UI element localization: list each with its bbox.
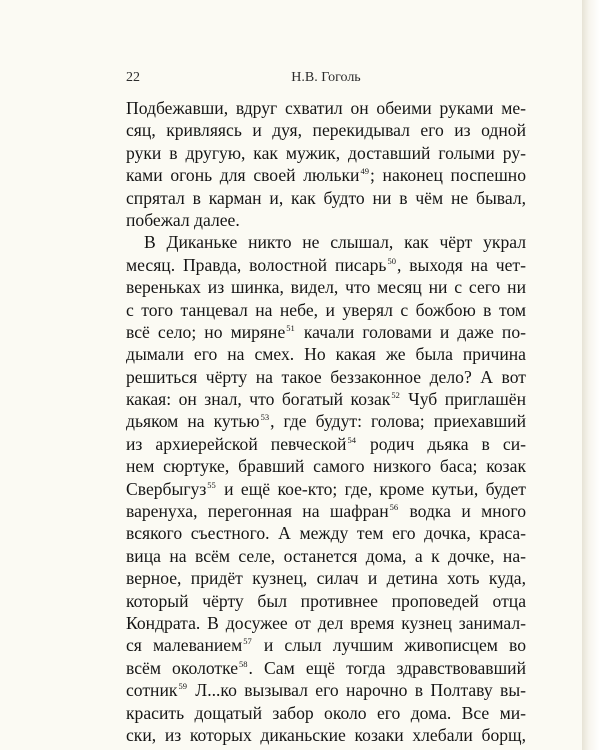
text-line [126, 366, 526, 388]
text-segment: , выходя на чет- [396, 254, 526, 275]
text-line [126, 254, 526, 276]
text-line [126, 657, 526, 679]
text-segment: всякого съестного. А между тем его дочка, красa- [126, 523, 526, 544]
body-text [126, 97, 526, 746]
text-segment: сотник [126, 680, 178, 701]
text-line [126, 321, 526, 343]
footnote-marker: 50 [387, 255, 396, 266]
text-segment: Кондрата. В досужее от дел время кузнец занимал- [126, 612, 526, 633]
text-segment: ; наконец поспешно [369, 165, 526, 186]
text-segment: Подбежавши, вдруг схватил он обеими руками ме- [126, 98, 526, 118]
text-line [126, 388, 526, 410]
footnote-marker: 53 [260, 412, 270, 423]
footnote-marker: 54 [347, 434, 356, 445]
text-segment: который чёрту был противнее проповедей отца [126, 590, 526, 611]
text-segment: и слыл лучшим живописцем во [252, 635, 526, 656]
footnote-marker: 56 [389, 502, 399, 513]
text-segment: , где будут: голова; приехавший [270, 411, 526, 432]
text-segment: вица на всём селе, останется дома, а к дочке, на- [126, 545, 526, 566]
text-line [126, 567, 526, 589]
text-segment: варенуха, перегонная на шафран [126, 501, 389, 522]
text-segment: из архиерейской певческой [126, 433, 347, 454]
text-segment: родич дьяка в си- [356, 433, 526, 454]
footnote-marker: 49 [360, 166, 369, 177]
text-segment: ски, из которых диканьские козаки хлебали борщ, [126, 724, 526, 745]
text-line [126, 545, 526, 567]
text-segment: спрятал в карман и, как будто ни в чём не бывал, [126, 187, 526, 208]
text-segment: ся малеванием [126, 635, 243, 656]
text-segment: месяц. Правда, волостной писарь [126, 254, 387, 275]
text-line [126, 209, 526, 231]
footnote-marker: 55 [207, 479, 216, 490]
text-line [126, 97, 526, 119]
text-line [126, 590, 526, 612]
text-line [126, 299, 526, 321]
text-line [126, 142, 526, 164]
text-line [126, 164, 526, 186]
footnote-marker: 51 [286, 322, 295, 333]
text-segment: верное, придёт кузнец, силач и детина хоть куда, [126, 568, 526, 589]
text-segment: В Диканьке никто не слышал, как чёрт украл [144, 232, 526, 253]
footnote-marker: 57 [243, 636, 252, 647]
text-line [126, 679, 526, 701]
footnote-marker: 52 [391, 390, 400, 401]
text-line [126, 612, 526, 634]
text-segment: ками огонь для своей люльки [126, 165, 360, 186]
text-line [126, 433, 526, 455]
text-line [126, 634, 526, 656]
text-line [126, 702, 526, 724]
page-header [126, 70, 526, 92]
text-line [126, 410, 526, 432]
text-segment: вереньках из шинка, видел, что месяц ни с сего ни [126, 277, 526, 298]
text-segment: всё село; но миряне [126, 321, 286, 342]
text-line [126, 187, 526, 209]
text-segment: сяц, кривляясь и дуя, перекидывал его из одной [126, 120, 526, 141]
text-segment: нем сюртуке, бравший самого низкого баса; козак [126, 456, 526, 477]
text-line [126, 343, 526, 365]
text-line [126, 455, 526, 477]
footnote-marker: 59 [178, 681, 187, 692]
text-line [126, 522, 526, 544]
text-segment: решиться чёрту на такое беззаконное дело? А вот [126, 366, 526, 387]
text-segment: какая: он знал, что богатый козак [126, 389, 391, 410]
text-segment: красить дощатый забор около его дома. Все ми- [126, 702, 526, 723]
page-edge [582, 0, 600, 750]
text-segment: водка и много [399, 501, 526, 522]
text-line [126, 276, 526, 298]
text-segment: . Сам ещё тогда здравствовавший [248, 657, 526, 678]
text-line [126, 119, 526, 141]
text-segment: Свербыгуз [126, 478, 207, 499]
running-title: Н.В. Гоголь [291, 70, 361, 85]
text-line [126, 500, 526, 522]
text-segment: дымали его на смех. Но какая же была причина [126, 344, 526, 365]
text-segment: побежал далее. [126, 209, 240, 230]
text-segment: всём околотке [126, 657, 239, 678]
text-line [126, 724, 526, 746]
text-segment: дьяком на кутью [126, 411, 260, 432]
text-segment: качали головами и даже по- [295, 321, 527, 342]
text-segment: Чуб приглашён [400, 389, 527, 410]
text-segment: с того танцевал на небе, и уверял с божбою в том [126, 299, 526, 320]
page-number: 22 [126, 70, 140, 85]
footnote-marker: 58 [239, 658, 248, 669]
text-segment: Л...ко вызывал его нарочно в Полтаву вы- [187, 680, 526, 701]
text-segment: и ещё кое-кто; где, кроме кутьи, будет [216, 478, 526, 499]
text-segment: руки в другую, как мужик, доставший голыми ру- [126, 142, 526, 163]
text-line [126, 231, 526, 253]
text-line [126, 478, 526, 500]
